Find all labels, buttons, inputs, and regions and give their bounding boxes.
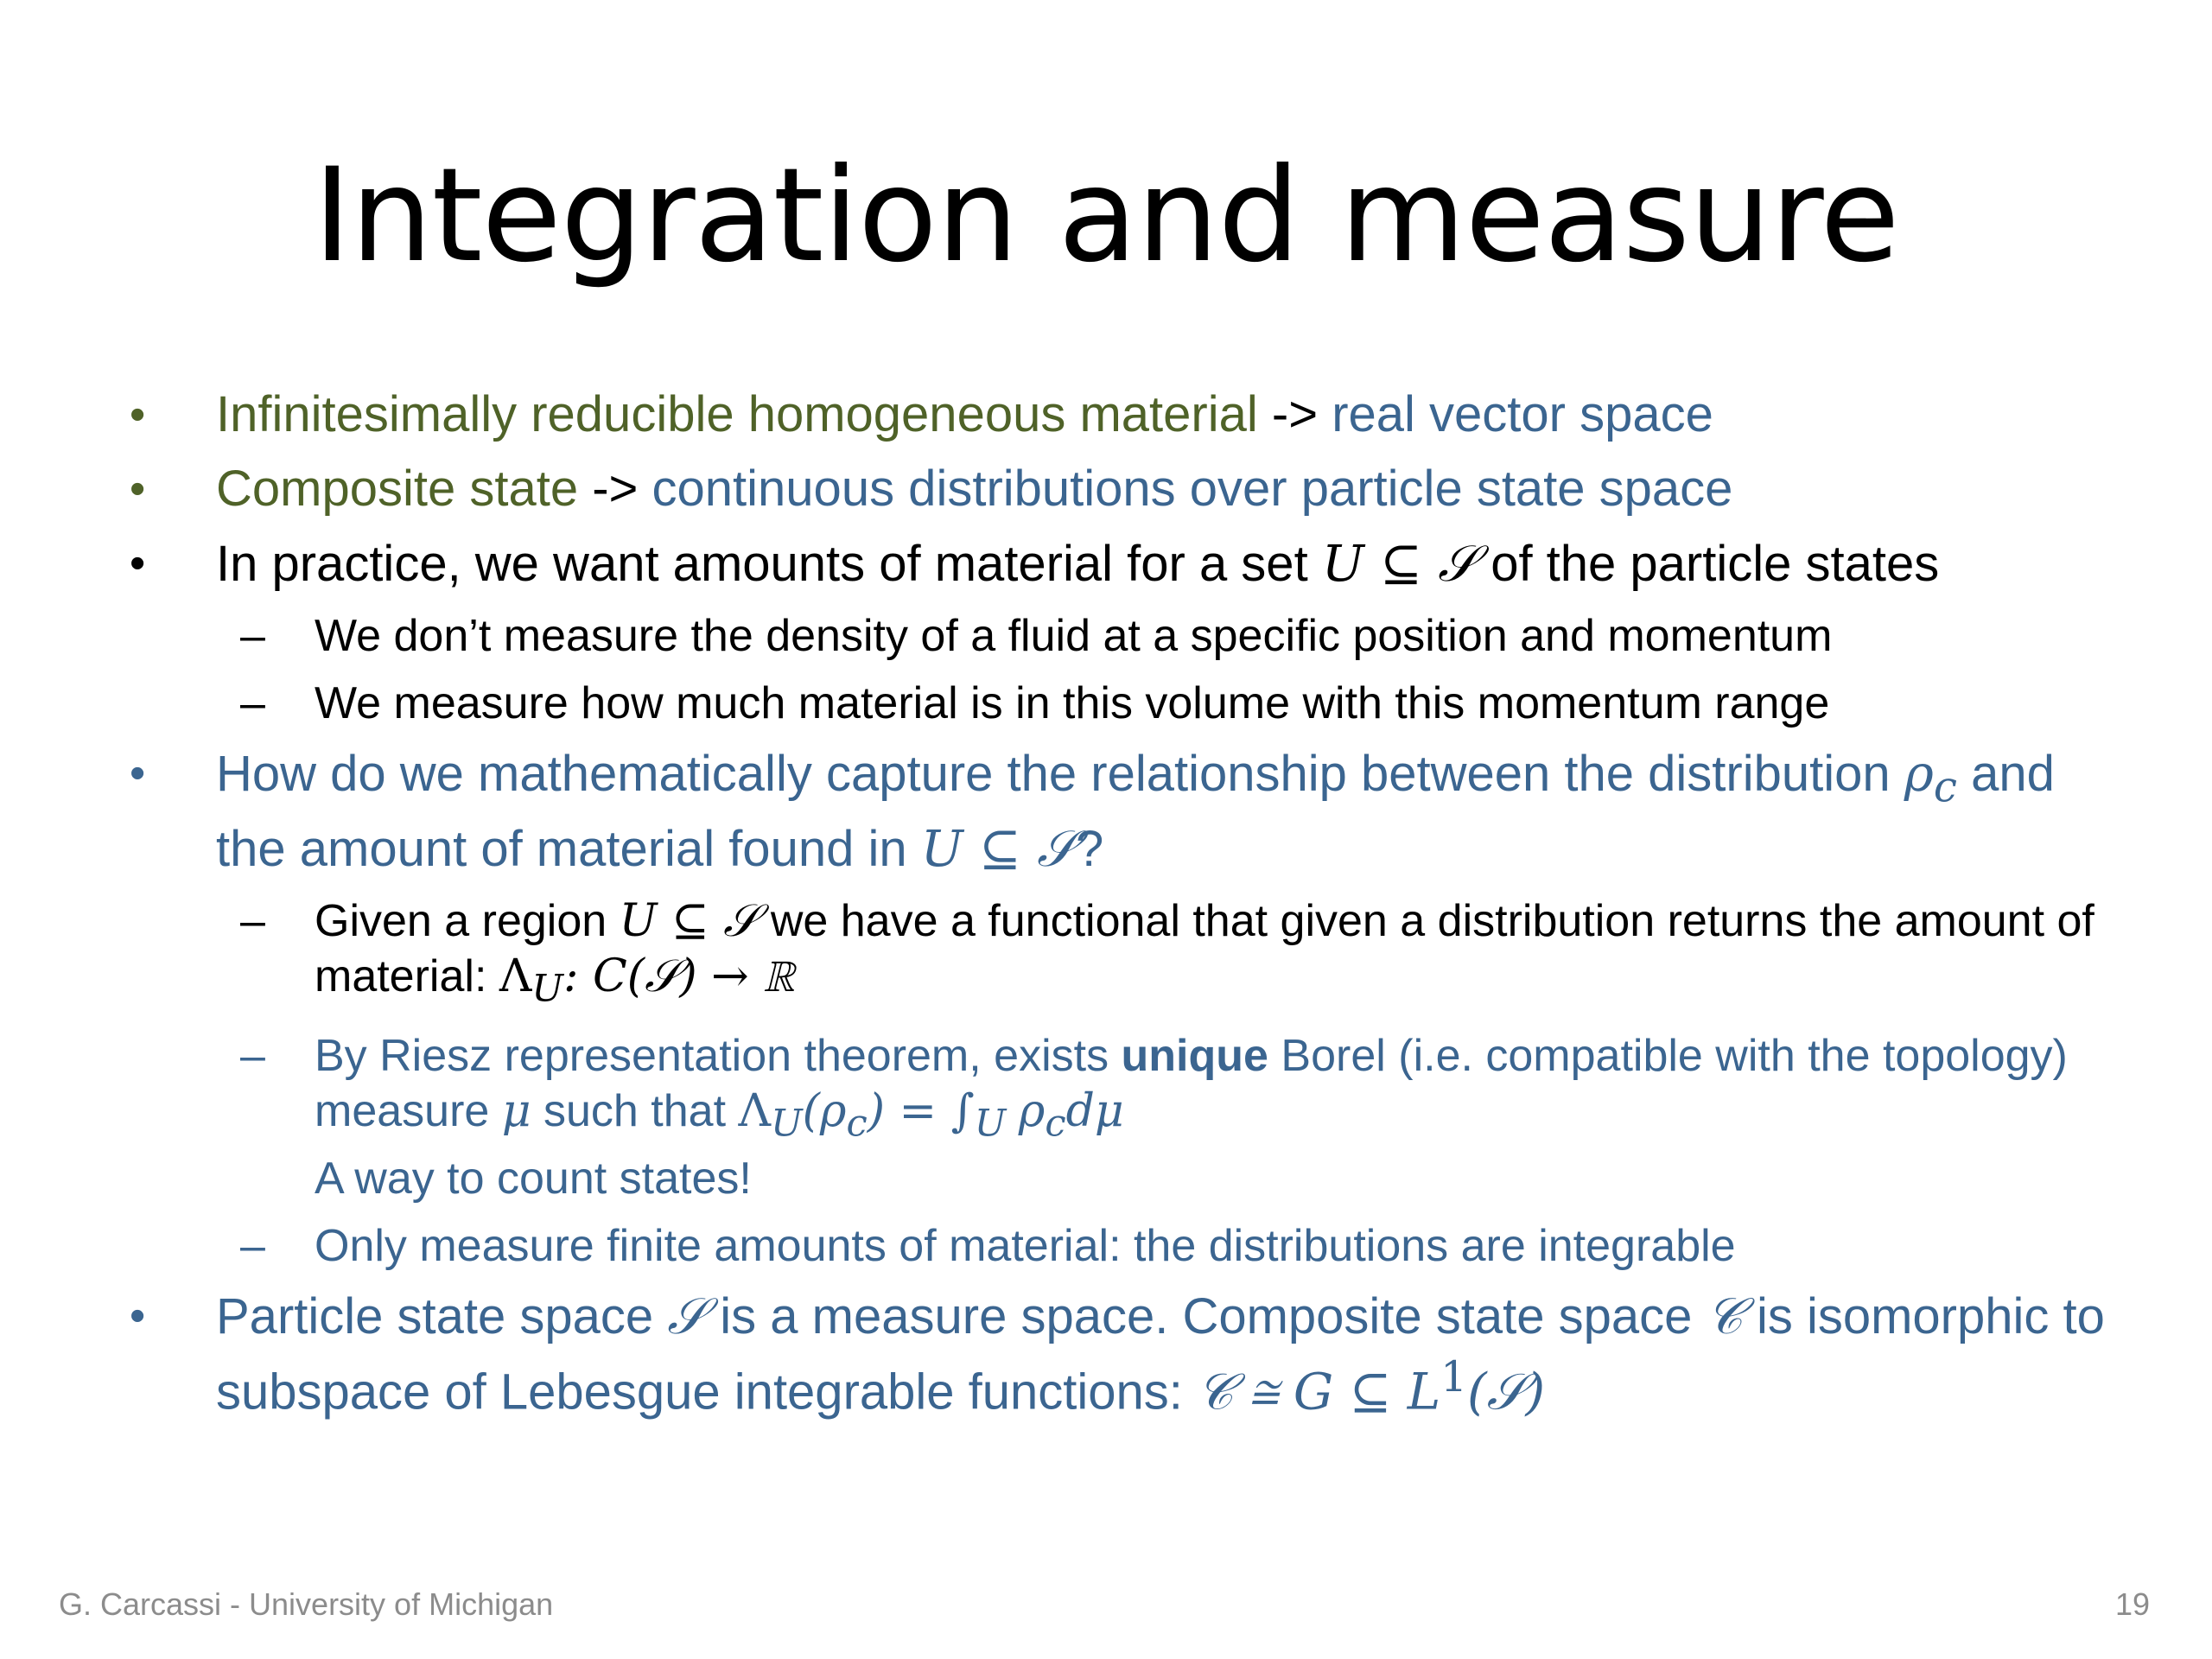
sub-item-3-1 <box>130 608 2117 664</box>
sub-4-1-math: U ⊆ 𝒮 <box>619 894 759 947</box>
bullet-5-math-c: 𝒞 <box>1706 1287 1743 1346</box>
bullet-2-part2: continuous distributions over particle state space <box>652 461 1733 517</box>
sub-item-4-2 <box>130 1028 2117 1206</box>
slide-title: Integration and measure <box>313 141 1899 291</box>
bullet-2-part1: Composite state <box>216 461 579 517</box>
bullet-4-rho: ρ <box>1904 744 1934 803</box>
dash-icon: – <box>240 1030 265 1081</box>
bullet-4-text-a: How do we mathematically capture the relationship between the distribution <box>216 746 1891 802</box>
bullet-5-formula-sup: 1 <box>1440 1353 1467 1402</box>
sub-4-1-formula-rest: : C(𝒮) → ℝ <box>563 950 796 1002</box>
bullet-icon: • <box>130 1291 146 1342</box>
page-number: 19 <box>2114 1586 2150 1622</box>
bullet-2-arrow: -> <box>592 461 639 517</box>
bullet-1-arrow: -> <box>1271 386 1319 442</box>
sub-4-2-line3: A way to count states! <box>315 1154 752 1205</box>
sub-4-2-formula: Λ <box>738 1084 772 1137</box>
sub-4-2-text-b: Borel (i.e. compatible with the topology) measure <box>315 1030 2068 1136</box>
bullet-icon: • <box>130 464 146 514</box>
bullet-3-text-b: of the particle states <box>1491 536 1940 592</box>
dash-icon: – <box>240 611 265 661</box>
bullet-icon: • <box>130 390 146 440</box>
bullet-item-3 <box>130 533 2117 594</box>
sub-4-2-mu: μ <box>501 1084 531 1137</box>
sub-item-4-3 <box>130 1218 2117 1274</box>
sub-4-2-formula-sub4: c <box>1045 1102 1066 1146</box>
bullet-item-4 <box>130 743 2117 880</box>
bullet-4-set: U ⊆ 𝒮 <box>920 818 1076 878</box>
sub-4-3-text: Only measure finite amounts of material: the distributions are integrable <box>315 1221 1736 1272</box>
bullet-3-math: U ⊆ 𝒮 <box>1321 534 1478 593</box>
sub-4-2-formula-sub2: c <box>846 1102 868 1146</box>
sub-4-2-formula-sub: U <box>771 1102 803 1146</box>
bullet-1-part1: Infinitesimally reducible homogeneous material <box>216 386 1258 442</box>
bullet-4-text-b: and the amount of material found in <box>216 746 2055 877</box>
bullet-4-text-c: ? <box>1075 820 1104 877</box>
dash-icon: – <box>240 1221 265 1272</box>
sub-4-2-text-a: By Riesz representation theorem, exists <box>315 1030 1109 1081</box>
bullet-item-1 <box>130 385 2117 445</box>
dash-icon: – <box>240 895 265 946</box>
bullet-5-formula: 𝒞 ≅ G ⊆ L <box>1197 1362 1441 1421</box>
sub-3-2-text: We measure how much material is in this volume with this momentum range <box>315 678 1830 728</box>
bullet-5-text-b: is a measure space. Composite state space <box>720 1288 1693 1345</box>
bullet-item-2 <box>130 459 2117 519</box>
bullet-icon: • <box>130 748 146 798</box>
sub-4-1-formula: Λ <box>499 950 532 1002</box>
sub-4-2-formula-mid: (ρ <box>802 1084 847 1137</box>
bullet-item-5 <box>130 1286 2117 1422</box>
sub-4-2-formula-sub3: U <box>974 1102 1007 1146</box>
sub-4-2-formula-dmu: dμ <box>1065 1084 1124 1137</box>
bullet-3-text-a: In practice, we want amounts of material for a set <box>216 536 1308 592</box>
sub-4-1-text-a: Given a region <box>315 895 607 946</box>
sub-item-3-2 <box>130 676 2117 731</box>
sub-4-2-bold: unique <box>1121 1030 1268 1081</box>
bullet-4-rho-sub: c <box>1933 763 1957 812</box>
sub-3-1-text: We don’t measure the density of a fluid at a specific position and momentum <box>315 611 1833 661</box>
sub-4-2-formula-end: ρ <box>1018 1084 1046 1137</box>
sub-4-2-formula-eq: ) = ∫ <box>867 1084 975 1137</box>
footer-author: G. Carcassi - University of Michigan <box>59 1586 554 1622</box>
bullet-5-text-c: is isomorphic to subspace of Lebesgue integrable functions: <box>216 1288 2105 1421</box>
sub-item-4-1 <box>130 893 2117 1016</box>
bullet-5-formula-end: (𝒮) <box>1466 1362 1546 1421</box>
dash-icon: – <box>240 678 265 728</box>
bullet-5-text-a: Particle state space <box>216 1288 654 1345</box>
sub-4-1-formula-sub: U <box>531 966 563 1010</box>
bullet-1-part2: real vector space <box>1332 386 1713 442</box>
sub-4-2-text-c: such that <box>543 1085 727 1136</box>
slide-content <box>130 385 2117 1437</box>
bullet-icon: • <box>130 538 146 588</box>
sub-4-1-text-b: we have a functional that given a distribution returns the amount of material: <box>315 895 2094 1001</box>
bullet-5-math-s: 𝒮 <box>667 1287 707 1346</box>
